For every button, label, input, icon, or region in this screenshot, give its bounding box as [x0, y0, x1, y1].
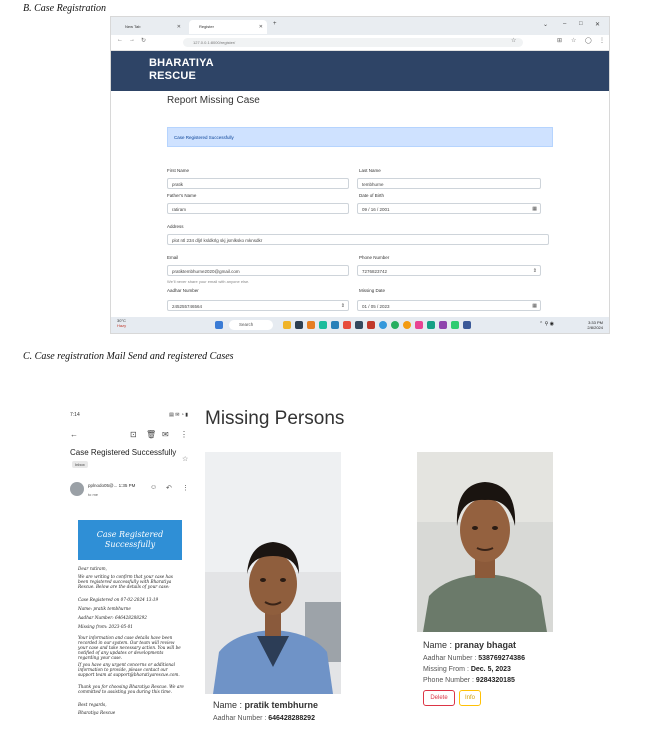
avatar [70, 482, 84, 496]
app-icon[interactable] [319, 321, 327, 329]
site-brand[interactable] [149, 57, 214, 83]
close-icon[interactable]: ✕ [258, 24, 263, 30]
dob-value: 09 / 16 / 2001 [362, 207, 390, 212]
person-card [417, 452, 553, 716]
mail-paragraph: We are writing to confirm that your case has been registered successfully with Bharatiya Rescue. Below are the details of your case: [78, 574, 173, 589]
app-icon[interactable] [463, 321, 471, 329]
name-value: pratik tembhurne [244, 700, 319, 710]
mail-sender: pplnodo05@... 1:35 PM [88, 483, 136, 488]
tab-label: New Tab [125, 24, 141, 29]
person-photo-image [417, 452, 553, 632]
close-icon[interactable]: ✕ [176, 24, 181, 30]
app-icon[interactable] [403, 321, 411, 329]
inbox-label[interactable]: Inbox [72, 461, 88, 468]
aadhar-value: 245255746564 [172, 304, 203, 309]
app-icon[interactable] [439, 321, 447, 329]
phone-label: Phone Number : [423, 677, 476, 684]
brand-line-1: BHARATIYA [149, 57, 214, 69]
mail-greeting: Dear ratiram, [78, 566, 107, 571]
tab-register[interactable] [189, 20, 267, 34]
dob-field[interactable] [357, 203, 541, 214]
app-icon[interactable] [355, 321, 363, 329]
mail-banner: Case Registered Successfully [78, 520, 182, 560]
mail-subject: Case Registered Successfully [70, 448, 177, 457]
mail-detail: Case Registered on 07-02-2024 13:19 [78, 597, 159, 602]
email-help-text: We'll never share your email with anyone else. [167, 279, 250, 284]
status-time: 7:14 [70, 412, 80, 418]
missing-date-value: 01 / 05 / 2023 [362, 304, 390, 309]
menu-icon[interactable]: ⋮ [599, 38, 605, 44]
email-field[interactable]: pratiktembhurne2020@gmail.com [167, 265, 349, 276]
address-bar-row [111, 35, 609, 51]
delete-button[interactable]: Delete [423, 690, 455, 706]
registration-screenshot [110, 16, 610, 334]
app-icon[interactable] [283, 321, 291, 329]
tray-icons[interactable]: ⌃ ⚲ ◉ [539, 321, 554, 327]
minimize-icon[interactable]: – [563, 21, 567, 27]
new-tab-icon[interactable]: + [273, 21, 277, 27]
person-photo [417, 452, 553, 632]
aadhar-label: Aadhar Number [167, 288, 199, 293]
mail-detail: Aadhar Number: 646428288292 [78, 615, 147, 620]
app-icon[interactable] [379, 321, 387, 329]
more-icon[interactable]: ⋮ [182, 485, 189, 492]
app-icon[interactable] [451, 321, 459, 329]
browser-tab-bar [111, 17, 609, 35]
person-name [213, 700, 318, 710]
last-name-field[interactable]: tembhurne [357, 178, 541, 189]
mail-paragraph: Your information and case details have been recorded in our system. Our team will review your case and take necessary action. You will be notified of any updates or developments regarding your case. [78, 635, 181, 660]
maximize-icon[interactable]: □ [579, 21, 583, 27]
father-name-label: Father's Name [167, 193, 197, 198]
success-alert: Case Registered Successfully [167, 127, 553, 147]
person-aadhar [423, 655, 525, 662]
mail-signoff: Best regards, [78, 702, 107, 707]
missing-date-label: Missing Date [359, 288, 386, 293]
name-label: Name : [423, 640, 455, 650]
mail-icon[interactable]: ✉ [162, 430, 169, 439]
father-name-field[interactable]: ratiram [167, 203, 349, 214]
app-icon[interactable] [367, 321, 375, 329]
extensions-icon[interactable]: ⊞ [557, 38, 563, 44]
app-icon[interactable] [307, 321, 315, 329]
phone-value: 9284320185 [475, 677, 515, 684]
calendar-icon[interactable]: ▦ [532, 303, 537, 309]
mail-signature: Bharatiya Rescue [78, 710, 116, 715]
person-card [205, 452, 341, 730]
clock-date: 2/8/2024 [587, 325, 603, 330]
brand-line-2: RESCUE [149, 70, 197, 82]
address-field[interactable]: plot ntl 234 dljrl ksldkrlg skj jsmlksko mknsdkr [167, 234, 549, 245]
chevron-down-icon[interactable]: ⌄ [543, 22, 549, 28]
person-aadhar [213, 715, 315, 722]
tab-label: Register [199, 24, 214, 29]
info-button[interactable]: Info [459, 690, 481, 706]
app-icon[interactable] [331, 321, 339, 329]
taskbar-clock[interactable] [587, 320, 603, 330]
name-label: Name : [213, 700, 245, 710]
url-input[interactable]: 127.0.0.1:8000/register/ [183, 38, 523, 47]
site-header [111, 51, 609, 91]
aadhar-value: 646428288292 [268, 715, 315, 722]
section-b-heading: B. Case Registration [23, 3, 107, 14]
phone-label: Phone Number [359, 255, 390, 260]
last-name-label: Last Name [359, 168, 381, 173]
phone-field[interactable] [357, 265, 541, 276]
aadhar-label: Aadhar Number : [423, 655, 479, 662]
person-photo-image [205, 452, 341, 694]
calendar-icon[interactable]: ▦ [532, 206, 537, 212]
forward-icon[interactable]: → [129, 37, 135, 43]
reload-icon[interactable]: ↻ [141, 38, 147, 44]
stepper-icon[interactable]: ⇕ [532, 268, 537, 274]
reply-icon[interactable]: ↶ [166, 485, 172, 492]
mail-detail: Name: pratik tembhurne [78, 606, 131, 611]
missing-value: Dec. 5, 2023 [470, 666, 511, 673]
app-icon[interactable] [415, 321, 423, 329]
weather-widget[interactable] [117, 318, 126, 328]
mail-paragraph: Thank you for choosing Bharatiya Rescue. We are committed to assisting you during this time. [78, 684, 184, 694]
aadhar-value: 538769274386 [478, 655, 525, 662]
mail-recipient[interactable]: to me [88, 492, 99, 497]
missing-label: Missing From : [423, 666, 471, 673]
app-icon[interactable] [427, 321, 435, 329]
back-icon[interactable]: ← [70, 430, 78, 439]
phone-value: 7276823742 [362, 269, 388, 274]
first-name-field[interactable]: pratik [167, 178, 349, 189]
start-icon[interactable] [215, 321, 223, 329]
mail-paragraph: If you have any urgent concerns or additional information to provide, please contact our support team at support@bharatiyarescue.com. [78, 662, 180, 677]
person-phone [423, 677, 515, 684]
app-icon[interactable] [391, 321, 399, 329]
emoji-icon[interactable]: ☺ [150, 484, 158, 491]
star-icon[interactable]: ☆ [511, 38, 517, 44]
tab-new-tab[interactable] [115, 20, 185, 34]
windows-taskbar [111, 317, 609, 333]
mail-detail: Missing from: 2023-05-01 [78, 624, 133, 629]
back-icon[interactable]: ← [117, 37, 123, 43]
dob-label: Date of Birth [359, 193, 385, 198]
person-missing-from [423, 666, 511, 673]
stepper-icon[interactable]: ⇕ [340, 303, 345, 309]
person-name [423, 640, 516, 650]
taskbar-search[interactable]: Search [229, 320, 273, 330]
address-label: Address [167, 224, 184, 229]
app-icon[interactable] [343, 321, 351, 329]
first-name-label: First Name [167, 168, 190, 173]
email-label: Email [167, 255, 179, 260]
weather-temp: 30°C [117, 318, 126, 323]
delete-icon[interactable]: 🗑 [146, 430, 157, 439]
star-icon[interactable]: ☆ [182, 456, 189, 463]
app-icon[interactable] [295, 321, 303, 329]
weather-text: Hazy [117, 323, 127, 328]
person-photo [205, 452, 341, 694]
missing-persons-title: Missing Persons [205, 408, 345, 429]
missing-date-field[interactable] [357, 300, 541, 311]
archive-icon[interactable]: ⊡ [130, 430, 137, 439]
status-icons: ▤ ✉ ◔ ▮ [169, 412, 188, 418]
section-c-heading: C. Case registration Mail Send and registered Cases [23, 351, 234, 362]
profile-icon[interactable]: ◯ [585, 38, 592, 44]
aadhar-field[interactable] [167, 300, 349, 311]
aadhar-label: Aadhar Number : [213, 715, 269, 722]
clock-time: 3:33 PM [588, 320, 603, 325]
favorites-icon[interactable]: ☆ [571, 38, 577, 44]
mail-screenshot [64, 408, 194, 730]
name-value: pranay bhagat [454, 640, 517, 650]
more-icon[interactable]: ⋮ [180, 430, 188, 439]
form-title: Report Missing Case [167, 95, 260, 106]
close-window-icon[interactable]: ✕ [595, 22, 601, 28]
